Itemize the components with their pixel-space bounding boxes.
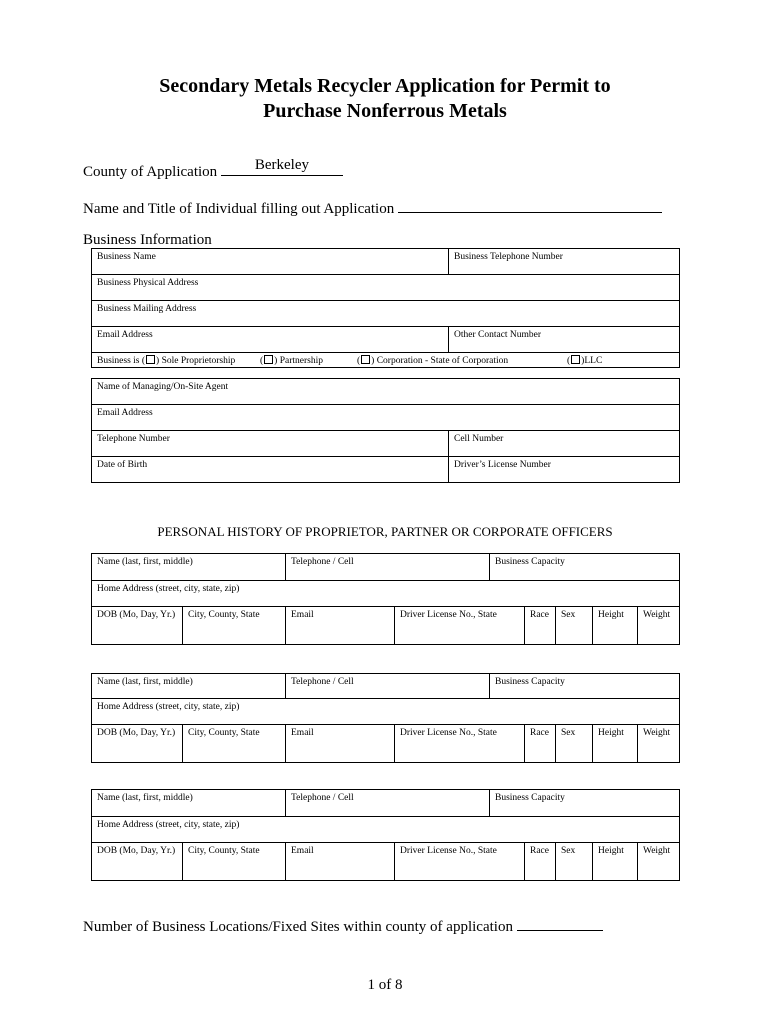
sole-proprietorship-label: Sole Proprietorship bbox=[161, 356, 236, 366]
sole-proprietorship-checkbox[interactable] bbox=[146, 355, 155, 364]
name-title-row bbox=[83, 197, 662, 218]
officer-dob-field[interactable] bbox=[92, 725, 182, 762]
agent-cell-label: Cell Number bbox=[454, 434, 504, 444]
officer-table-1 bbox=[91, 553, 680, 645]
officer-email-label: Email bbox=[291, 846, 314, 856]
officer-capacity-label: Business Capacity bbox=[495, 677, 565, 687]
officer-home-field[interactable] bbox=[92, 699, 679, 724]
agent-email-label: Email Address bbox=[97, 408, 153, 418]
officer-name-field[interactable] bbox=[92, 674, 285, 698]
officer-email-field[interactable] bbox=[285, 843, 394, 880]
officer-home-label: Home Address (street, city, state, zip) bbox=[97, 584, 240, 594]
partnership-label: Partnership bbox=[279, 356, 323, 366]
officer-phone-field[interactable] bbox=[285, 554, 489, 580]
officer-email-label: Email bbox=[291, 728, 314, 738]
llc-label: LLC bbox=[584, 356, 603, 366]
officer-sex-field[interactable] bbox=[555, 607, 592, 644]
officer-height-field[interactable] bbox=[592, 725, 637, 762]
other-contact-label: Other Contact Number bbox=[454, 330, 542, 340]
agent-cell-field[interactable] bbox=[448, 431, 679, 456]
officer-height-label: Height bbox=[598, 846, 624, 856]
llc-checkbox[interactable] bbox=[571, 355, 580, 364]
officer-dob-field[interactable] bbox=[92, 607, 182, 644]
name-title-label: Name and Title of Individual filling out Application bbox=[83, 201, 395, 217]
page-title bbox=[0, 74, 770, 124]
officer-height-field[interactable] bbox=[592, 843, 637, 880]
corporation-option: ( ) Corporation - State of Corporation bbox=[357, 356, 509, 366]
agent-table bbox=[91, 378, 680, 483]
name-title-field[interactable] bbox=[398, 197, 662, 213]
mailing-address-field[interactable] bbox=[92, 301, 679, 326]
title-line-2: Purchase Nonferrous Metals bbox=[263, 100, 507, 122]
locations-row bbox=[83, 915, 603, 936]
officer-home-label: Home Address (street, city, state, zip) bbox=[97, 702, 240, 712]
title-line-1: Secondary Metals Recycler Application for Permit to bbox=[159, 75, 611, 97]
officer-email-label: Email bbox=[291, 610, 314, 620]
officer-race-label: Race bbox=[530, 610, 549, 620]
officer-height-label: Height bbox=[598, 728, 624, 738]
officer-race-field[interactable] bbox=[524, 843, 555, 880]
business-phone-field[interactable] bbox=[448, 249, 679, 274]
officer-license-label: Driver License No., State bbox=[400, 610, 497, 620]
officer-weight-label: Weight bbox=[643, 728, 671, 738]
officer-city-field[interactable] bbox=[182, 725, 285, 762]
business-info-table bbox=[91, 248, 680, 368]
business-info-heading: Business Information bbox=[83, 232, 212, 248]
officer-sex-field[interactable] bbox=[555, 725, 592, 762]
officer-phone-label: Telephone / Cell bbox=[291, 793, 354, 803]
officer-city-label: City, County, State bbox=[188, 610, 260, 620]
agent-phone-field[interactable] bbox=[92, 431, 448, 456]
partnership-option: ( ) Partnership bbox=[260, 356, 323, 366]
officer-weight-field[interactable] bbox=[637, 607, 679, 644]
officer-capacity-label: Business Capacity bbox=[495, 557, 565, 567]
officer-email-field[interactable] bbox=[285, 607, 394, 644]
business-email-field[interactable] bbox=[92, 327, 448, 352]
business-name-label: Business Name bbox=[97, 252, 156, 262]
officer-dob-label: DOB (Mo, Day, Yr.) bbox=[97, 728, 176, 738]
officer-sex-label: Sex bbox=[561, 610, 576, 620]
officer-name-label: Name (last, first, middle) bbox=[97, 677, 193, 687]
county-field[interactable] bbox=[221, 157, 343, 176]
officer-capacity-field[interactable] bbox=[489, 674, 679, 698]
officer-dob-label: DOB (Mo, Day, Yr.) bbox=[97, 846, 176, 856]
officer-license-label: Driver License No., State bbox=[400, 846, 497, 856]
officer-home-label: Home Address (street, city, state, zip) bbox=[97, 820, 240, 830]
officer-city-field[interactable] bbox=[182, 843, 285, 880]
officer-home-field[interactable] bbox=[92, 581, 679, 606]
officer-city-label: City, County, State bbox=[188, 846, 260, 856]
county-row bbox=[83, 157, 343, 181]
officer-weight-label: Weight bbox=[643, 610, 671, 620]
partnership-checkbox[interactable] bbox=[264, 355, 273, 364]
business-email-label: Email Address bbox=[97, 330, 153, 340]
business-is-label: Business is bbox=[97, 356, 140, 366]
officer-phone-label: Telephone / Cell bbox=[291, 557, 354, 567]
physical-address-field[interactable] bbox=[92, 275, 679, 300]
officer-name-label: Name (last, first, middle) bbox=[97, 557, 193, 567]
officer-license-label: Driver License No., State bbox=[400, 728, 497, 738]
locations-label: Number of Business Locations/Fixed Sites within county of application bbox=[83, 919, 513, 935]
officer-city-field[interactable] bbox=[182, 607, 285, 644]
officer-email-field[interactable] bbox=[285, 725, 394, 762]
llc-option: ( )LLC bbox=[567, 356, 603, 366]
officer-height-label: Height bbox=[598, 610, 624, 620]
officer-license-field[interactable] bbox=[394, 843, 524, 880]
officer-table-3 bbox=[91, 789, 680, 881]
agent-name-label: Name of Managing/On-Site Agent bbox=[97, 382, 229, 392]
officer-name-field[interactable] bbox=[92, 554, 285, 580]
officer-capacity-field[interactable] bbox=[489, 790, 679, 816]
officer-name-field[interactable] bbox=[92, 790, 285, 816]
agent-license-label: Driver’s License Number bbox=[454, 460, 551, 470]
agent-license-field[interactable] bbox=[448, 457, 679, 482]
officer-home-field[interactable] bbox=[92, 817, 679, 842]
officer-phone-field[interactable] bbox=[285, 674, 489, 698]
county-label: County of Application bbox=[83, 164, 218, 180]
officer-sex-label: Sex bbox=[561, 728, 576, 738]
business-name-field[interactable] bbox=[92, 249, 448, 274]
officer-dob-label: DOB (Mo, Day, Yr.) bbox=[97, 610, 176, 620]
officer-name-label: Name (last, first, middle) bbox=[97, 793, 193, 803]
physical-address-label: Business Physical Address bbox=[97, 278, 199, 288]
officer-height-field[interactable] bbox=[592, 607, 637, 644]
personal-history-heading: PERSONAL HISTORY OF PROPRIETOR, PARTNER OR CORPORATE OFFICERS bbox=[157, 524, 613, 539]
other-contact-field[interactable] bbox=[448, 327, 679, 352]
officer-sex-label: Sex bbox=[561, 846, 576, 856]
business-type-row: Business is ( ) Sole Proprietorship bbox=[97, 356, 236, 366]
corporation-checkbox[interactable] bbox=[361, 355, 370, 364]
agent-dob-field[interactable] bbox=[92, 457, 448, 482]
officer-license-field[interactable] bbox=[394, 725, 524, 762]
county-value: Berkeley bbox=[254, 157, 309, 173]
corporation-label: Corporation - State of Corporation bbox=[376, 356, 509, 366]
agent-name-field[interactable] bbox=[92, 379, 679, 404]
mailing-address-label: Business Mailing Address bbox=[97, 304, 197, 314]
officer-table-2 bbox=[91, 673, 680, 763]
officer-weight-field[interactable] bbox=[637, 725, 679, 762]
agent-email-field[interactable] bbox=[92, 405, 679, 430]
officer-license-field[interactable] bbox=[394, 607, 524, 644]
officer-weight-label: Weight bbox=[643, 846, 671, 856]
officer-race-label: Race bbox=[530, 846, 549, 856]
officer-city-label: City, County, State bbox=[188, 728, 260, 738]
officer-phone-field[interactable] bbox=[285, 790, 489, 816]
officer-race-label: Race bbox=[530, 728, 549, 738]
officer-sex-field[interactable] bbox=[555, 843, 592, 880]
locations-field[interactable] bbox=[517, 915, 603, 931]
agent-phone-label: Telephone Number bbox=[97, 434, 170, 444]
officer-dob-field[interactable] bbox=[92, 843, 182, 880]
officer-race-field[interactable] bbox=[524, 725, 555, 762]
officer-phone-label: Telephone / Cell bbox=[291, 677, 354, 687]
officer-capacity-label: Business Capacity bbox=[495, 793, 565, 803]
business-phone-label: Business Telephone Number bbox=[454, 252, 563, 262]
officer-capacity-field[interactable] bbox=[489, 554, 679, 580]
officer-race-field[interactable] bbox=[524, 607, 555, 644]
page-number: 1 of 8 bbox=[367, 977, 403, 993]
agent-dob-label: Date of Birth bbox=[97, 460, 148, 470]
officer-weight-field[interactable] bbox=[637, 843, 679, 880]
